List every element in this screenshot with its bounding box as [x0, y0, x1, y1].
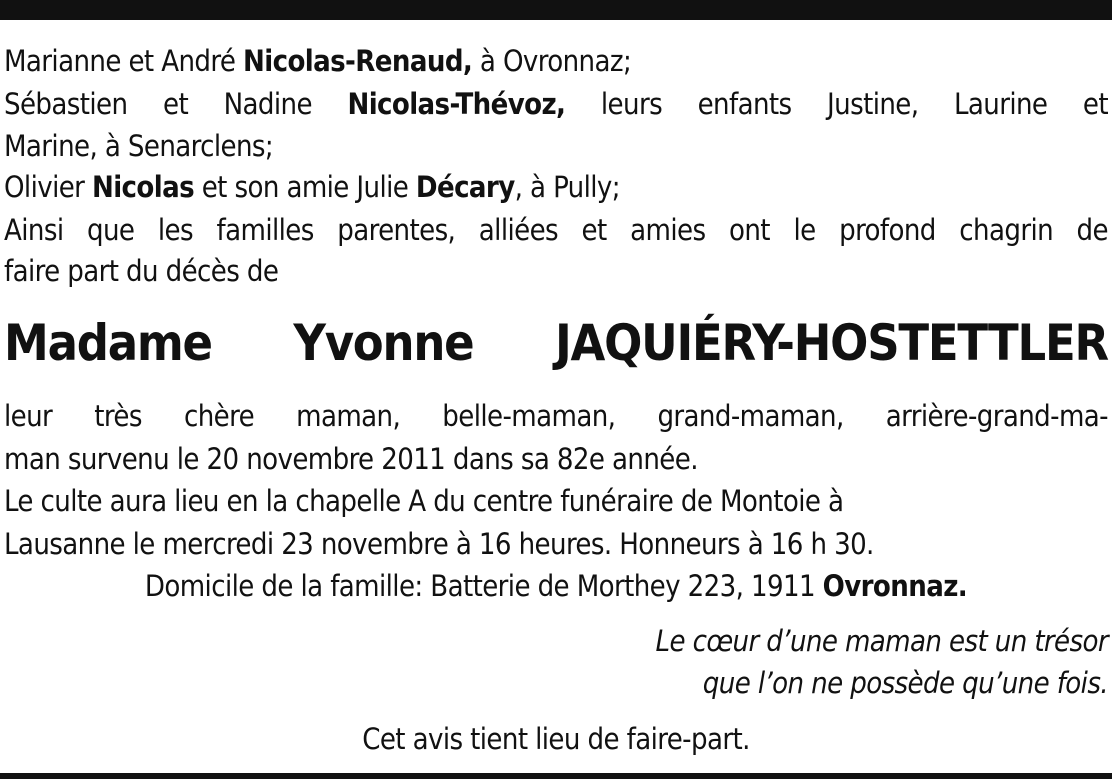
family-line-4-post: , à Pully;	[514, 170, 620, 204]
family-line-1	[4, 39, 1108, 83]
family-line-4-name2: Décary	[415, 170, 515, 204]
domicile-town: Ovronnaz.	[822, 569, 968, 603]
bottom-rule	[0, 773, 1112, 779]
domicile-line	[4, 564, 1108, 608]
family-line-4-name1: Nicolas	[91, 170, 195, 204]
family-line-2-name: Nicolas-Thévoz,	[347, 87, 566, 121]
family-line-3: Marine, à Senarclens;	[4, 129, 274, 163]
family-line-5: Ainsi que les familles parentes, alliées et amies ont le profond chagrin de	[4, 213, 1108, 247]
family-line-1-post: à Ovronnaz;	[472, 44, 632, 78]
deceased-name: Madame Yvonne JAQUIÉRY-HOSTETTLER	[4, 314, 1108, 372]
family-line-4-pre: Olivier	[4, 170, 92, 204]
family-line-1-name: Nicolas-Renaud,	[243, 44, 473, 78]
footer-note: Cet avis tient lieu de faire-part.	[362, 722, 750, 756]
details-line-4: Lausanne le mercredi 23 novembre à 16 heures. Honneurs à 16 h 30.	[4, 527, 874, 561]
domicile-pre: Domicile de la famille: Batterie de Morthey 223, 1911	[144, 569, 823, 603]
family-line-2-pre: Sébastien et Nadine	[4, 87, 348, 121]
family-line-1-pre: Marianne et André	[4, 44, 244, 78]
family-line-6: faire part du décès de	[4, 254, 279, 288]
quote-line-1: Le cœur d’une maman est un trésor	[655, 624, 1108, 658]
family-line-2-post: leurs enfants Justine, Laurine et	[565, 87, 1108, 121]
family-line-4-mid: et son amie Julie	[194, 170, 416, 204]
family-line-4	[4, 165, 1108, 209]
details-line-1: leur très chère maman, belle-maman, grand-maman, arrière-grand-ma-	[4, 399, 1108, 433]
quote-line-2: que l’on ne possède qu’une fois.	[702, 666, 1108, 700]
top-rule	[0, 0, 1112, 20]
details-line-2: man survenu le 20 novembre 2011 dans sa 82e année.	[4, 442, 698, 476]
details-line-3: Le culte aura lieu en la chapelle A du centre funéraire de Montoie à	[4, 484, 844, 518]
family-line-2	[4, 82, 1108, 126]
